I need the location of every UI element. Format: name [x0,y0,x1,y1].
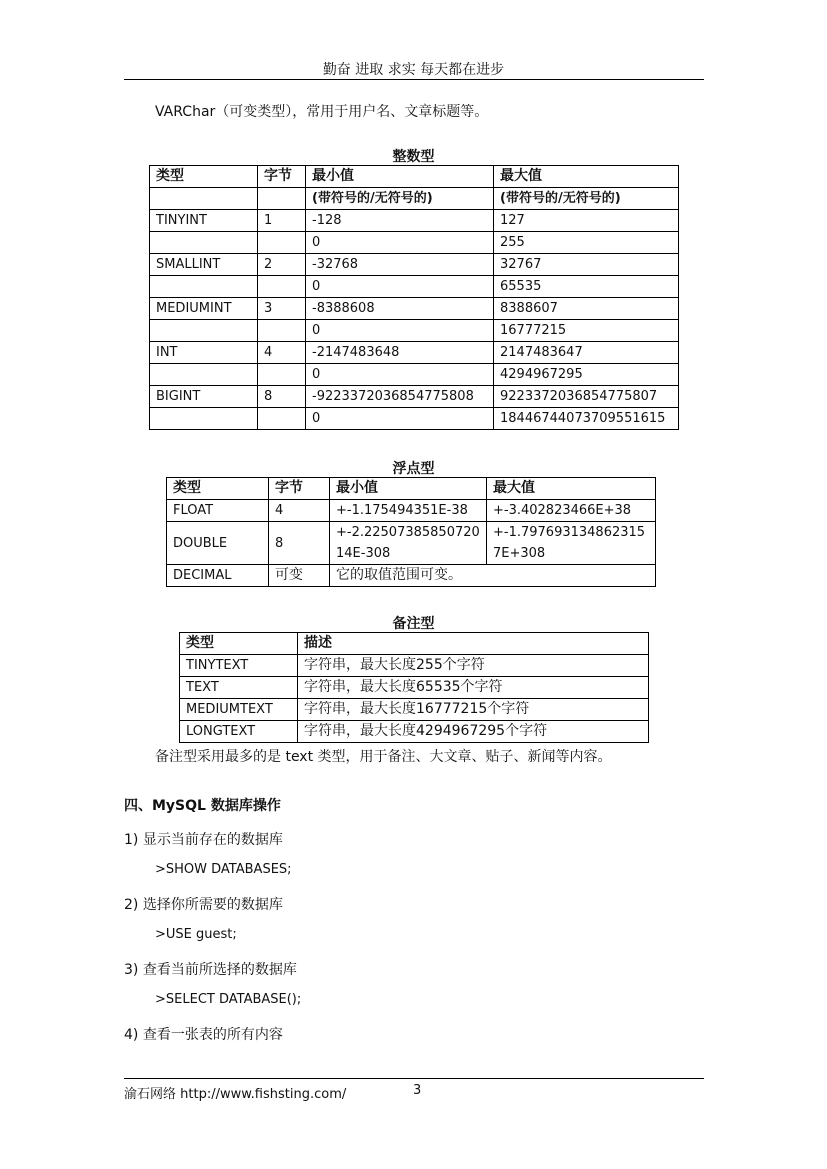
footer-rule [124,1078,704,1079]
bytes-cell [258,232,306,254]
table-header-row [180,633,649,655]
subheader-cell: (带符号的/无符号的) [494,188,679,210]
bytes-cell: 1 [258,210,306,232]
table-row [150,298,679,320]
max-cell: 8388607 [494,298,679,320]
type-cell: BIGINT [150,386,258,408]
step-command: >SHOW DATABASES; [155,862,292,877]
subheader-cell [258,188,306,210]
type-cell: SMALLINT [150,254,258,276]
type-cell [150,232,258,254]
header-cell: 类型 [167,478,269,500]
table-row [180,677,649,699]
text-table [179,632,649,743]
table-header-row [150,166,679,188]
min-cell: -128 [306,210,494,232]
type-cell [150,320,258,342]
subheader-cell [150,188,258,210]
type-cell: MEDIUMTEXT [180,699,298,721]
text-table-caption: 备注型 [392,616,435,632]
type-cell: DECIMAL [167,565,269,587]
min-cell: 0 [306,276,494,298]
header-cell: 字节 [269,478,330,500]
bytes-cell: 3 [258,298,306,320]
min-cell: -32768 [306,254,494,276]
header-cell: 最大值 [494,166,679,188]
desc-cell: 字符串，最大长度65535个字符 [298,677,649,699]
table-row [150,254,679,276]
bytes-cell: 8 [258,386,306,408]
step-command: >USE guest; [155,927,237,942]
desc-cell: 字符串，最大长度16777215个字符 [298,699,649,721]
type-cell: LONGTEXT [180,721,298,743]
page-header: 勤奋 进取 求实 每天都在进步 [322,62,505,78]
max-cell: 4294967295 [494,364,679,386]
bytes-cell: 8 [269,522,330,565]
bytes-cell: 4 [269,500,330,522]
header-cell: 类型 [150,166,258,188]
max-cell: 32767 [494,254,679,276]
table-row [180,699,649,721]
step-label: 4) 查看一张表的所有内容 [124,1027,283,1043]
text-type-note: 备注型采用最多的是 text 类型，用于备注、大文章、贴子、新闻等内容。 [155,749,612,765]
max-cell: 2147483647 [494,342,679,364]
desc-cell: 它的取值范围可变。 [330,565,656,587]
table-row [150,210,679,232]
header-cell: 字节 [258,166,306,188]
min-cell: -2147483648 [306,342,494,364]
max-cell: 255 [494,232,679,254]
page-number: 3 [413,1083,422,1098]
bytes-cell: 可变 [269,565,330,587]
header-cell: 最小值 [330,478,487,500]
table-row [150,232,679,254]
subheader-cell: (带符号的/无符号的) [306,188,494,210]
min-cell: 0 [306,232,494,254]
section-title: 四、MySQL 数据库操作 [124,798,281,814]
min-cell: 0 [306,364,494,386]
max-cell: 18446744073709551615 [494,408,679,430]
table-row [150,320,679,342]
header-rule [124,79,704,80]
desc-cell: 字符串，最大长度4294967295个字符 [298,721,649,743]
min-cell: +-1.175494351E-38 [330,500,487,522]
table-header-row [167,478,656,500]
max-cell: 9223372036854775807 [494,386,679,408]
header-cell: 最小值 [306,166,494,188]
min-cell: 0 [306,408,494,430]
type-cell: TEXT [180,677,298,699]
type-cell: TINYINT [150,210,258,232]
bytes-cell [258,276,306,298]
table-row [150,276,679,298]
type-cell: TINYTEXT [180,655,298,677]
table-row [150,408,679,430]
type-cell: DOUBLE [167,522,269,565]
type-cell: MEDIUMINT [150,298,258,320]
table-row [180,721,649,743]
int-table-caption: 整数型 [392,149,435,165]
table-row [167,565,656,587]
type-cell [150,276,258,298]
intro-text: VARChar（可变类型），常用于用户名、文章标题等。 [155,104,489,120]
min-cell: 0 [306,320,494,342]
min-cell: -8388608 [306,298,494,320]
bytes-cell: 4 [258,342,306,364]
step-label: 3) 查看当前所选择的数据库 [124,962,297,978]
type-cell [150,408,258,430]
min-cell: -9223372036854775808 [306,386,494,408]
step-label: 1) 显示当前存在的数据库 [124,832,283,848]
table-row [150,364,679,386]
max-cell: +-3.402823466E+38 [487,500,656,522]
int-table [149,165,679,430]
table-subheader-row [150,188,679,210]
header-cell: 类型 [180,633,298,655]
table-row [150,386,679,408]
header-cell: 描述 [298,633,649,655]
bytes-cell: 2 [258,254,306,276]
footer-text: 渝石网络 http://www.fishsting.com/ [124,1087,347,1102]
max-cell: 127 [494,210,679,232]
type-cell [150,364,258,386]
max-cell: +-1.7976931348623157E+308 [487,522,656,565]
step-command: >SELECT DATABASE(); [155,992,302,1007]
max-cell: 16777215 [494,320,679,342]
table-row [167,500,656,522]
bytes-cell [258,320,306,342]
max-cell: 65535 [494,276,679,298]
bytes-cell [258,364,306,386]
float-table [166,477,656,587]
float-table-caption: 浮点型 [392,461,435,477]
table-row [180,655,649,677]
header-cell: 最大值 [487,478,656,500]
table-row [150,342,679,364]
desc-cell: 字符串，最大长度255个字符 [298,655,649,677]
type-cell: INT [150,342,258,364]
bytes-cell [258,408,306,430]
table-row [167,522,656,565]
type-cell: FLOAT [167,500,269,522]
min-cell: +-2.2250738585072014E-308 [330,522,487,565]
step-label: 2) 选择你所需要的数据库 [124,897,283,913]
